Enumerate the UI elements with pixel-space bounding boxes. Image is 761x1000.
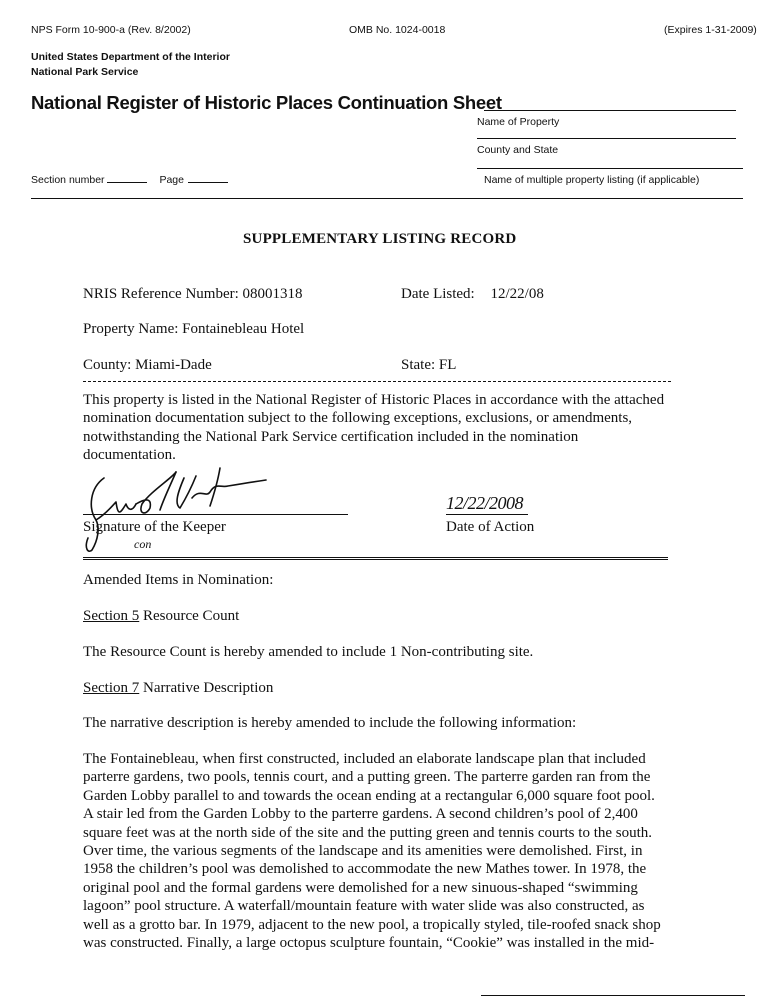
name-of-property-line [484, 110, 736, 111]
keeper-signature [80, 458, 280, 558]
state-field [401, 356, 456, 374]
narrative-line: The Fontainebleau, when first constructed, included an elaborate landscape plan that included [83, 751, 646, 767]
county-field [83, 356, 212, 374]
nris-value: 08001318 [242, 286, 303, 302]
date-listed-value: 12/22/08 [490, 286, 544, 302]
narrative-line: parterre gardens, two pools, tennis court, and a putting green. The parterre garden ran from the [83, 769, 651, 786]
handwritten-date: 12/22/2008 [446, 493, 524, 513]
section-number-field [31, 174, 228, 186]
date-of-action-label: Date of Action [446, 519, 535, 535]
narrative-line: square feet was at the north side of the site and the putting green and tennis courts to the south. [83, 824, 653, 841]
page-label: Page [159, 174, 184, 186]
narrative-line: A stair led from the Garden Lobby to the parterre gardens. A second children’s pool of 2,400 [83, 806, 638, 823]
nris-label: NRIS Reference Number: [83, 286, 239, 302]
narrative-paragraph [83, 750, 683, 952]
county-state-label: County and State [477, 144, 559, 156]
multiple-listing-line [477, 168, 743, 169]
section-number-label: Section number [31, 174, 105, 186]
section-number-blank [107, 182, 147, 183]
property-name-label: Property Name: [83, 321, 179, 337]
page-title: National Register of Historic Places Continuation Sheet [31, 92, 502, 113]
nris-field [83, 285, 303, 303]
section5-heading [83, 607, 239, 625]
expiration: (Expires 1-31-2009) [664, 24, 757, 36]
date-of-action-line [446, 514, 528, 515]
amended-items-heading: Amended Items in Nomination: [83, 572, 274, 588]
narrative-line: Over time, the various segments of the landscape and its amenities were demolished. First, in [83, 843, 643, 860]
footer-line [481, 995, 745, 996]
section7-heading [83, 679, 273, 697]
signature-label: Signature of the Keeper [83, 519, 226, 535]
multiple-listing-label: Name of multiple property listing (if applicable) [484, 174, 700, 186]
section5-label: Section 5 [83, 608, 140, 624]
county-value: Miami-Dade [135, 357, 212, 373]
state-value: FL [438, 357, 457, 373]
county-state-line [477, 138, 736, 139]
section7-title: Narrative Description [139, 680, 274, 696]
section7-label: Section 7 [83, 680, 140, 696]
dashed-divider [83, 381, 671, 382]
narrative-line: well as a grotto bar. In 1979, adjacent to the new pool, a tropically styled, tile-roofed snack shop [83, 916, 661, 933]
agency: National Park Service [31, 66, 139, 78]
narrative-line: Garden Lobby parallel to and towards the ocean ending at a rectangular 6,000 square foot pool. [83, 787, 655, 804]
form-id: NPS Form 10-900-a (Rev. 8/2002) [31, 24, 191, 36]
property-name-value: Fontainebleau Hotel [182, 321, 305, 337]
section7-intro: The narrative description is hereby amended to include the following information: [83, 715, 577, 731]
narrative-line: original pool and the formal gardens were demolished for a new sinuous-shaped “swimming [83, 879, 638, 896]
listing-statement [83, 391, 683, 465]
signature-line [83, 514, 348, 515]
svg-text:con: con [134, 537, 152, 551]
date-listed-label: Date Listed: [401, 286, 475, 302]
statement-line: notwithstanding the National Park Service certification included in the nomination [83, 428, 579, 445]
narrative-line: was constructed. Finally, a large octopus sculpture fountain, “Cookie” was installed in the mid- [83, 935, 655, 952]
section5-text: The Resource Count is hereby amended to include 1 Non-contributing site. [83, 644, 534, 660]
statement-line: documentation. [83, 447, 176, 464]
department: United States Department of the Interior [31, 51, 230, 63]
narrative-line: 1958 the children’s pool was demolished to accommodate the new Mathes tower. In 1978, the [83, 861, 647, 878]
statement-line: This property is listed in the National Register of Historic Places in accordance with the attached [83, 392, 665, 408]
narrative-line: lagoon” pool structure. A waterfall/mountain feature with water slide was also constructed, as [83, 898, 645, 915]
record-heading: SUPPLEMENTARY LISTING RECORD [243, 231, 517, 247]
date-listed-field [401, 285, 544, 303]
property-name-field [83, 320, 304, 338]
county-label: County: [83, 357, 132, 373]
state-label: State: [401, 357, 436, 373]
section5-title: Resource Count [139, 608, 240, 624]
omb-number: OMB No. 1024-0018 [349, 24, 446, 36]
header-divider [31, 198, 743, 199]
double-divider [83, 557, 668, 560]
page-blank [188, 182, 228, 183]
name-of-property-label: Name of Property [477, 116, 560, 128]
statement-line: nomination documentation subject to the following exceptions, exclusions, or amendments, [83, 410, 633, 427]
